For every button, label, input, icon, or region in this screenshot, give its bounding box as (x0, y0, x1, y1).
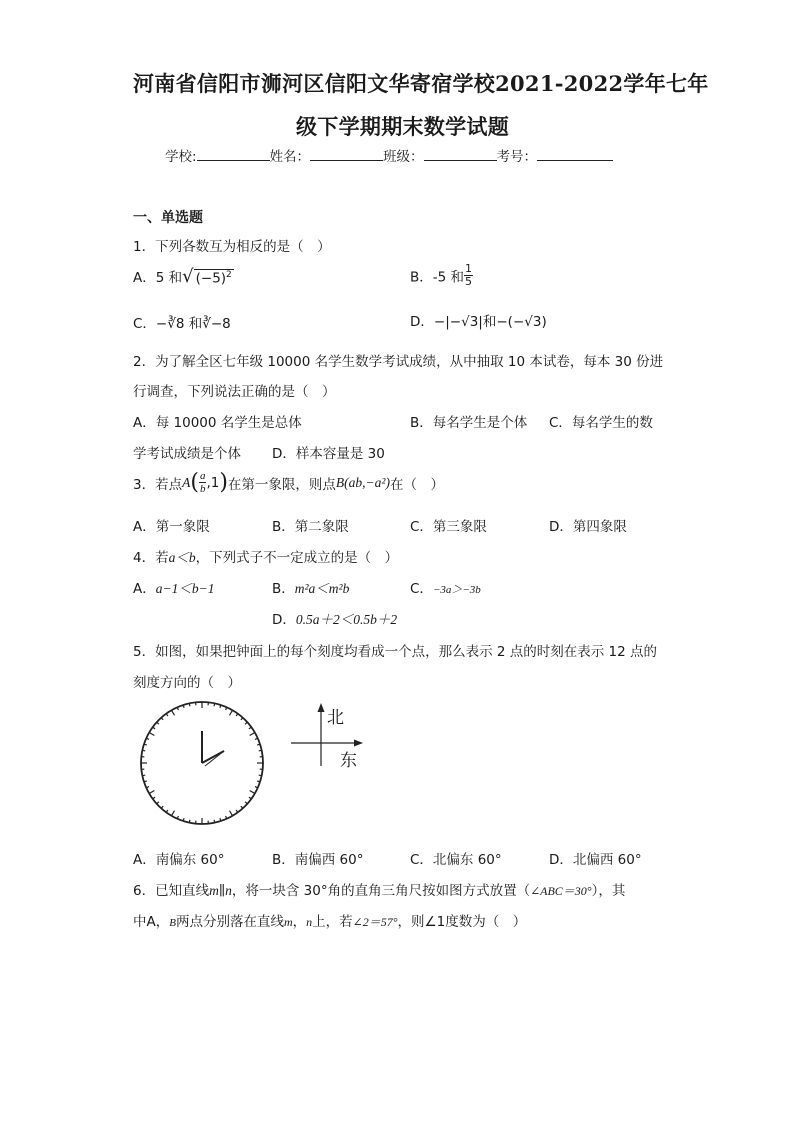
north-arrow-icon (318, 703, 325, 712)
exam-no-field[interactable] (537, 146, 613, 161)
q3-stem: 3．若点 A ( $\frac{a}{b}$ ,1 ) 在第一象限，则点 B (ab,−a²) 在（ ） (133, 470, 444, 495)
q4-option-c: C．−3a＞−3b (410, 581, 481, 597)
compass-east-label: 东 (340, 751, 357, 771)
clock-tick (189, 820, 190, 823)
clock-tick (241, 806, 243, 808)
clock-tick (245, 722, 247, 724)
q3-option-a: A．第一象限 (133, 519, 210, 535)
title-line-2: 级下学期期末数学试题 (296, 114, 509, 139)
clock-tick (153, 727, 155, 729)
q2-option-b: B．每名学生是个体 (410, 415, 528, 431)
clock-tick (157, 722, 159, 724)
q4-option-a: A．a−1＜b−1 (133, 581, 215, 597)
clock-tick (245, 802, 247, 804)
clock-tick (259, 750, 262, 751)
clock-tick (230, 811, 233, 816)
q5-option-d: D．北偏西 60° (549, 852, 642, 868)
class-label: 班级： (383, 149, 424, 165)
student-info-row (165, 145, 613, 165)
q4-option-d: D．0.5a＋2＜0.5b＋2 (272, 612, 398, 628)
section-title: 一、单选题 (133, 210, 203, 226)
clock-tick (161, 806, 163, 808)
exam-no-label: 考号： (496, 149, 538, 165)
name-field[interactable] (310, 146, 383, 161)
school-label: 学校: (165, 149, 197, 165)
clock-tick (241, 718, 243, 720)
paren-left: ( (507, 314, 513, 330)
point-a: A (182, 474, 191, 490)
q3-option-d: D．第四象限 (549, 519, 627, 535)
clock-tick (189, 703, 190, 706)
q5-option-c: C．北偏东 60° (410, 852, 502, 868)
class-field[interactable] (424, 146, 497, 161)
q2-stem-line1: 2．为了解全区七年级 10000 名学生数学考试成绩，从中抽取 10 本试卷，每本 30 份进 (133, 354, 664, 370)
clock-tick (172, 811, 175, 816)
clock-tick (166, 810, 168, 812)
clock-tick (142, 750, 145, 751)
title-line-1: 河南省信阳市浉河区信阳文华寄宿学校2021-2022学年七年 (133, 71, 709, 96)
q4-option-b: B．m²a＜m²b (272, 581, 350, 597)
clock-figure (138, 700, 268, 830)
q2-stem-line2: 行调查，下列说法正确的是（ ） (133, 384, 336, 400)
abs-bar: | (478, 314, 483, 330)
compass-north-label: 北 (327, 708, 344, 728)
clock-tick (142, 775, 145, 776)
name-label: 姓名： (269, 149, 311, 165)
q1-b-fraction: $\frac{1}{5}$ (465, 262, 473, 288)
clock-tick (236, 810, 238, 812)
clock-tick (153, 797, 155, 799)
clock-tick (230, 710, 233, 715)
clock-tick (259, 775, 262, 776)
clock-hand-2-edge (205, 751, 224, 766)
q1-b-prefix: B．-5 和 (410, 269, 465, 286)
clock-tick (166, 714, 168, 716)
clock-tick (149, 791, 154, 794)
q6-stem-line2: 中A，B两点分别落在直线m，n上，若∠2＝57°，则∠1度数为（ ） (133, 914, 527, 930)
q2-option-c-part2: 学考试成绩是个体 (133, 446, 241, 462)
q5-stem-line1: 5．如图，如果把钟面上的每个刻度均看成一个点，那么表示 2 点的时刻在表示 12 点的 (133, 644, 658, 660)
q1-option-a (133, 266, 234, 287)
q5-option-b: B．南偏西 60° (272, 852, 364, 868)
q1-a-prefix: A．5 和 (133, 270, 183, 286)
q6-stem-line1: 6．已知直线m∥n，将一块含 30°角的直角三角尺按如图方式放置（∠ABC＝30°），其 (133, 883, 626, 899)
q2-option-c-part1: C．每名学生的数 (549, 415, 653, 431)
q2-option-d: D．样本容量是 30 (272, 446, 385, 462)
q3-option-c: C．第三象限 (410, 519, 487, 535)
clock-tick (249, 797, 251, 799)
q5-stem-line2: 刻度方向的（ ） (133, 675, 241, 691)
clock-tick (249, 727, 251, 729)
abs-bar: | (445, 314, 450, 330)
q1-option-d: D．−|−√3|和−(−√3) (410, 314, 547, 330)
q2-option-a: A．每 10000 名学生是总体 (133, 415, 302, 431)
q1-a-radicand: $(-5)^2$ (195, 269, 232, 286)
q1-stem: 1．下列各数互为相反的是（ ） (133, 239, 331, 255)
clock-tick (149, 733, 154, 736)
clock-tick (250, 733, 255, 736)
point-b: B (335, 474, 345, 490)
q3-option-b: B．第二象限 (272, 519, 349, 535)
clock-tick (172, 710, 175, 715)
paren-right: ) (541, 314, 547, 330)
clock-tick (157, 802, 159, 804)
sqrt-sign: √ (182, 266, 194, 287)
clock-tick (214, 703, 215, 706)
q3-fraction: $\frac{a}{b}$ (199, 470, 206, 495)
clock-tick (214, 820, 215, 823)
q1-option-c: C．−∛8 和∛−8 (133, 316, 231, 332)
q1-option-b (410, 263, 473, 288)
clock-hand-2 (202, 751, 224, 763)
clock-tick (236, 714, 238, 716)
clock-tick (161, 718, 163, 720)
clock-tick (250, 791, 255, 794)
q5-option-a: A．南偏东 60° (133, 852, 225, 868)
q4-stem: 4．若a＜b，下列式子不一定成立的是（ ） (133, 550, 399, 566)
school-field[interactable] (197, 146, 270, 161)
